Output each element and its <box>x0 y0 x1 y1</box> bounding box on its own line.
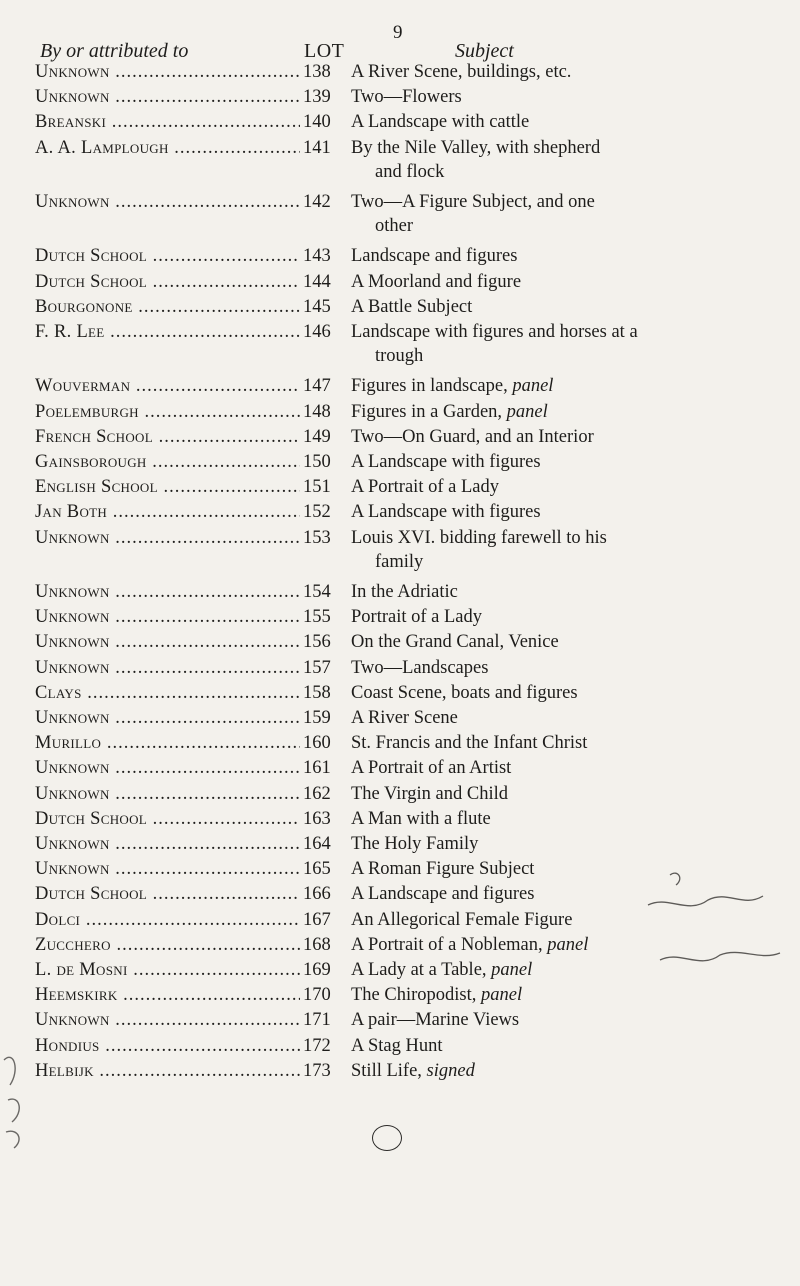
catalogue-entry <box>0 374 800 400</box>
page-number: 9 <box>393 22 403 43</box>
artist-name: Zucchero ..... <box>35 933 300 957</box>
lot-number: 148 <box>303 401 331 422</box>
artist-name: L. de Mosni ..... <box>35 958 300 982</box>
handwritten-margin-marks <box>0 1040 40 1150</box>
catalogue-entry <box>0 526 800 572</box>
subject-text: Figures in landscape, panel <box>351 376 554 397</box>
subject-medium: panel <box>547 934 589 955</box>
subject-text: St. Francis and the Infant Christ <box>351 733 588 754</box>
catalogue-entry <box>0 60 800 86</box>
artist-name: Murillo ..... <box>35 731 300 755</box>
catalogue-entry <box>0 1008 800 1034</box>
subject-text: A River Scene <box>351 708 458 728</box>
lot-number: 171 <box>303 1010 331 1031</box>
catalogue-entry <box>0 244 800 270</box>
artist-name: Dolci ..... <box>35 908 300 932</box>
lot-number: 161 <box>303 758 331 779</box>
subject-text: An Allegorical Female Figure <box>351 909 573 930</box>
subject-text: A Battle Subject <box>351 296 473 317</box>
lot-number: 144 <box>303 271 331 292</box>
lot-number: 140 <box>303 112 331 133</box>
lot-number: 141 <box>303 137 331 158</box>
subject-text: Louis XVI. bidding farewell to his family <box>351 526 781 574</box>
artist-name: Dutch School ..... <box>35 882 300 906</box>
catalogue-entry <box>0 656 800 682</box>
artist-name: Clays ..... <box>35 681 300 705</box>
subject-text: A pair—Marine Views <box>351 1010 520 1031</box>
catalogue-entry <box>0 450 800 476</box>
artist-name: Unknown ..... <box>35 60 300 84</box>
header-subject: Subject <box>455 40 514 62</box>
lot-number: 160 <box>303 733 331 754</box>
subject-text: A Man with a flute <box>351 808 491 829</box>
lot-number: 173 <box>303 1060 331 1081</box>
catalogue-entry <box>0 425 800 451</box>
artist-name: Bourgonone ..... <box>35 295 300 319</box>
catalogue-entry <box>0 320 800 366</box>
artist-name: Unknown ..... <box>35 832 300 856</box>
subject-text: On the Grand Canal, Venice <box>351 632 559 653</box>
subject-text: Portrait of a Lady <box>351 607 482 628</box>
artist-name: Helbijk ..... <box>35 1059 300 1083</box>
subject-medium: panel <box>481 985 523 1006</box>
subject-medium: panel <box>491 960 533 980</box>
artist-name: Unknown ..... <box>35 580 300 604</box>
subject-text: The Virgin and Child <box>351 783 508 804</box>
artist-name: Unknown ..... <box>35 526 300 550</box>
catalogue-entry <box>0 500 800 526</box>
artist-name: Poelemburgh ..... <box>35 400 300 424</box>
lot-number: 156 <box>303 632 331 653</box>
subject-text: A Portrait of a Nobleman, panel <box>351 934 589 955</box>
artist-name: Heemskirk ..... <box>35 983 300 1007</box>
subject-medium: signed <box>426 1060 475 1081</box>
artist-name: Unknown ..... <box>35 1008 300 1032</box>
catalogue-entry <box>0 270 800 296</box>
lot-number: 172 <box>303 1035 331 1056</box>
lot-number: 155 <box>303 607 331 628</box>
lot-number: 150 <box>303 452 331 472</box>
subject-text: Figures in a Garden, panel <box>351 401 548 422</box>
artist-name: Unknown ..... <box>35 857 300 881</box>
subject-text: A Landscape with figures <box>351 452 541 472</box>
header-lot: LOT <box>304 40 345 62</box>
catalogue-entry <box>0 295 800 321</box>
subject-text: Landscape and figures <box>351 246 518 267</box>
subject-text: A Moorland and figure <box>351 271 522 292</box>
subject-continuation: trough <box>375 346 424 366</box>
header-artist: By or attributed to <box>40 40 189 62</box>
catalogue-entry <box>0 110 800 136</box>
catalogue-entry <box>0 400 800 426</box>
artist-name: Dutch School ..... <box>35 807 300 831</box>
lot-number: 149 <box>303 426 331 447</box>
catalogue-entry <box>0 782 800 808</box>
subject-text: Two—On Guard, and an Interior <box>351 426 594 447</box>
artist-name: Breanski ..... <box>35 110 300 134</box>
subject-text: Still Life, signed <box>351 1060 475 1081</box>
subject-text: Two—Flowers <box>351 87 462 108</box>
artist-name: Unknown ..... <box>35 656 300 680</box>
lot-number: 151 <box>303 477 331 498</box>
subject-text: In the Adriatic <box>351 582 458 602</box>
artist-name: Unknown ..... <box>35 630 300 654</box>
artist-name: Jan Both ..... <box>35 500 300 524</box>
artist-name: English School ..... <box>35 475 300 499</box>
catalogue-entry <box>0 1034 800 1060</box>
subject-text: A Stag Hunt <box>351 1035 443 1056</box>
lot-number: 143 <box>303 246 331 267</box>
artist-name: F. R. Lee ..... <box>35 320 300 344</box>
catalogue-entry <box>0 1059 800 1085</box>
subject-text: A Landscape with figures <box>351 502 541 523</box>
catalogue-entry <box>0 630 800 656</box>
lot-number: 159 <box>303 708 331 728</box>
lot-number: 153 <box>303 527 331 548</box>
subject-text: By the Nile Valley, with shepherd and flock <box>351 136 781 184</box>
catalogue-entry <box>0 731 800 757</box>
catalogue-entry <box>0 85 800 111</box>
subject-continuation: other <box>375 216 414 236</box>
subject-text: A Portrait of a Lady <box>351 477 499 498</box>
subject-text: Two—Landscapes <box>351 657 489 678</box>
subject-text: A River Scene, buildings, etc. <box>351 62 572 82</box>
lot-number: 147 <box>303 376 331 397</box>
artist-name: Hondius ..... <box>35 1034 300 1058</box>
catalogue-entry <box>0 580 800 606</box>
subject-text: A Lady at a Table, panel <box>351 960 533 980</box>
subject-text: Coast Scene, boats and figures <box>351 682 578 703</box>
artist-name: Unknown ..... <box>35 782 300 806</box>
lot-number: 145 <box>303 296 331 317</box>
subject-text: Two—A Figure Subject, and one other <box>351 190 781 238</box>
lot-number: 167 <box>303 909 331 930</box>
artist-name: Unknown ..... <box>35 756 300 780</box>
artist-name: Gainsborough ..... <box>35 450 300 474</box>
handwritten-annotations <box>640 865 790 1005</box>
catalogue-entry <box>0 706 800 732</box>
lot-number: 169 <box>303 960 331 980</box>
lot-number: 139 <box>303 87 331 108</box>
subject-continuation: family <box>375 551 424 572</box>
subject-medium: panel <box>512 376 554 397</box>
lot-number: 162 <box>303 783 331 804</box>
lot-number: 138 <box>303 62 331 82</box>
subject-text: A Portrait of an Artist <box>351 758 512 779</box>
subject-continuation: and flock <box>375 161 445 182</box>
lot-number: 152 <box>303 502 331 523</box>
subject-text: A Landscape and figures <box>351 884 535 905</box>
subject-text: Landscape with figures and horses at a trough <box>351 320 781 368</box>
subject-text: A Roman Figure Subject <box>351 859 535 880</box>
lot-number: 166 <box>303 884 331 905</box>
artist-name: A. A. Lamplough ..... <box>35 136 300 160</box>
lot-number: 142 <box>303 192 331 212</box>
lot-number: 164 <box>303 834 331 854</box>
lot-number: 170 <box>303 985 331 1006</box>
artist-name: Unknown ..... <box>35 190 300 214</box>
catalogue-entry <box>0 832 800 858</box>
lot-number: 158 <box>303 682 331 703</box>
artist-name: Dutch School ..... <box>35 270 300 294</box>
catalogue-entry <box>0 807 800 833</box>
lot-number: 168 <box>303 934 331 955</box>
lot-number: 163 <box>303 808 331 829</box>
lot-number: 165 <box>303 859 331 880</box>
artist-name: Unknown ..... <box>35 85 300 109</box>
handwritten-circle-mark <box>372 1125 402 1151</box>
catalogue-entry <box>0 136 800 182</box>
lot-number: 146 <box>303 322 331 342</box>
catalogue-entry <box>0 605 800 631</box>
subject-text: The Holy Family <box>351 834 479 854</box>
artist-name: Unknown ..... <box>35 706 300 730</box>
artist-name: Wouverman ..... <box>35 374 300 398</box>
catalogue-entry <box>0 681 800 707</box>
subject-medium: panel <box>506 401 548 422</box>
artist-name: Dutch School ..... <box>35 244 300 268</box>
catalogue-entry <box>0 756 800 782</box>
artist-name: Unknown ..... <box>35 605 300 629</box>
subject-text: A Landscape with cattle <box>351 112 530 133</box>
catalogue-entry <box>0 190 800 236</box>
lot-number: 154 <box>303 582 331 602</box>
artist-name: French School ..... <box>35 425 300 449</box>
subject-text: The Chiropodist, panel <box>351 985 523 1006</box>
catalogue-entry <box>0 475 800 501</box>
lot-number: 157 <box>303 657 331 678</box>
